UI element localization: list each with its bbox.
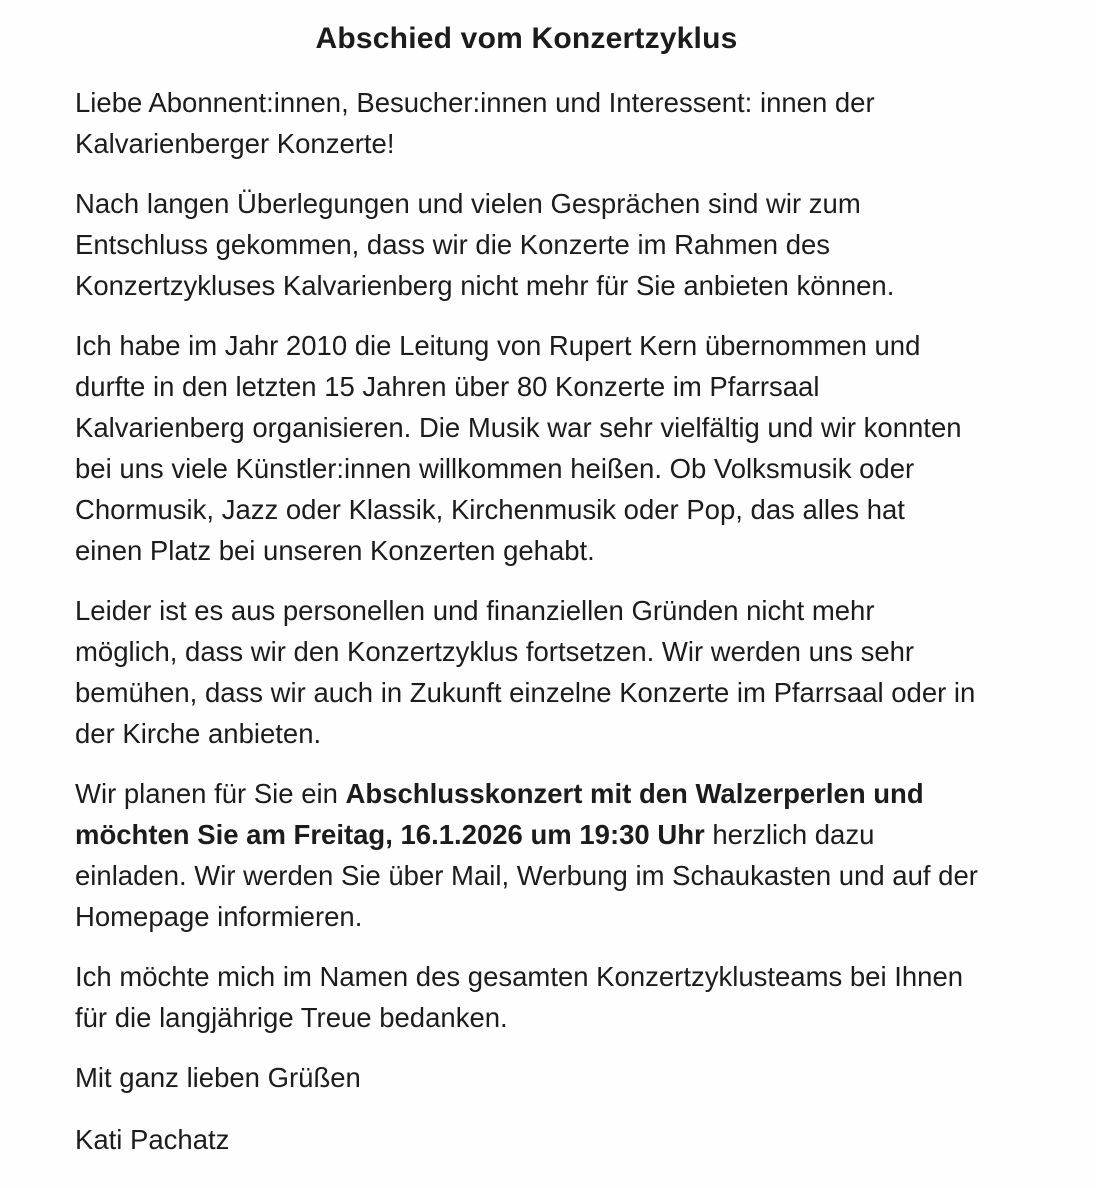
paragraph-decision: Nach langen Überlegungen und vielen Gesprächen sind wir zum Entschluss gekommen, dass wir die Konzerte im Rahmen des Konzertzykluses Kalvarienberg nicht mehr für Sie anbieten können. bbox=[75, 188, 895, 301]
farewell-concert-outro: herzlich dazu einladen. Wir werden Sie über Mail, Werbung im Schaukasten und auf der Homepage informieren. bbox=[75, 819, 978, 932]
paragraph-closing: Mit ganz lieben Grüßen bbox=[75, 1062, 361, 1093]
paragraph-reason: Leider ist es aus personellen und finanziellen Gründen nicht mehr möglich, dass wir den Konzertzyklus fortsetzen. Wir werden uns sehr bemühen, dass wir auch in Zukunft einzelne Konzerte im Pfarrsaal oder in der Kirche anbieten. bbox=[75, 595, 976, 749]
paragraph-salutation: Liebe Abonnent:innen, Besucher:innen und Interessent: innen der Kalvarienberger Konzerte! bbox=[75, 87, 875, 159]
paragraph-farewell-concert bbox=[75, 773, 978, 937]
paragraph-thanks: Ich möchte mich im Namen des gesamten Konzertzyklusteams bei Ihnen für die langjährige Treue bedanken. bbox=[75, 961, 964, 1033]
document-title: Abschied vom Konzertzyklus bbox=[315, 22, 738, 55]
farewell-concert-intro: Wir planen für Sie ein bbox=[75, 778, 346, 809]
farewell-concert-highlight: Abschlusskonzert mit den Walzerperlen und möchten Sie am Freitag, 16.1.2026 um 19:30 Uhr bbox=[75, 778, 924, 850]
paragraph-history: Ich habe im Jahr 2010 die Leitung von Rupert Kern übernommen und durfte in den letzten 15 Jahren über 80 Konzerte im Pfarrsaal Kalvarienberg organisieren. Die Musik war sehr vielfältig und wir konnten bei uns viele Künstler:innen willkommen heißen. Ob Volksmusik oder Chormusik, Jazz oder Klassik, Kirchenmusik oder Pop, das alles hat einen Platz bei unseren Konzerten gehabt. bbox=[75, 330, 962, 566]
paragraph-signature: Kati Pachatz bbox=[75, 1124, 230, 1155]
